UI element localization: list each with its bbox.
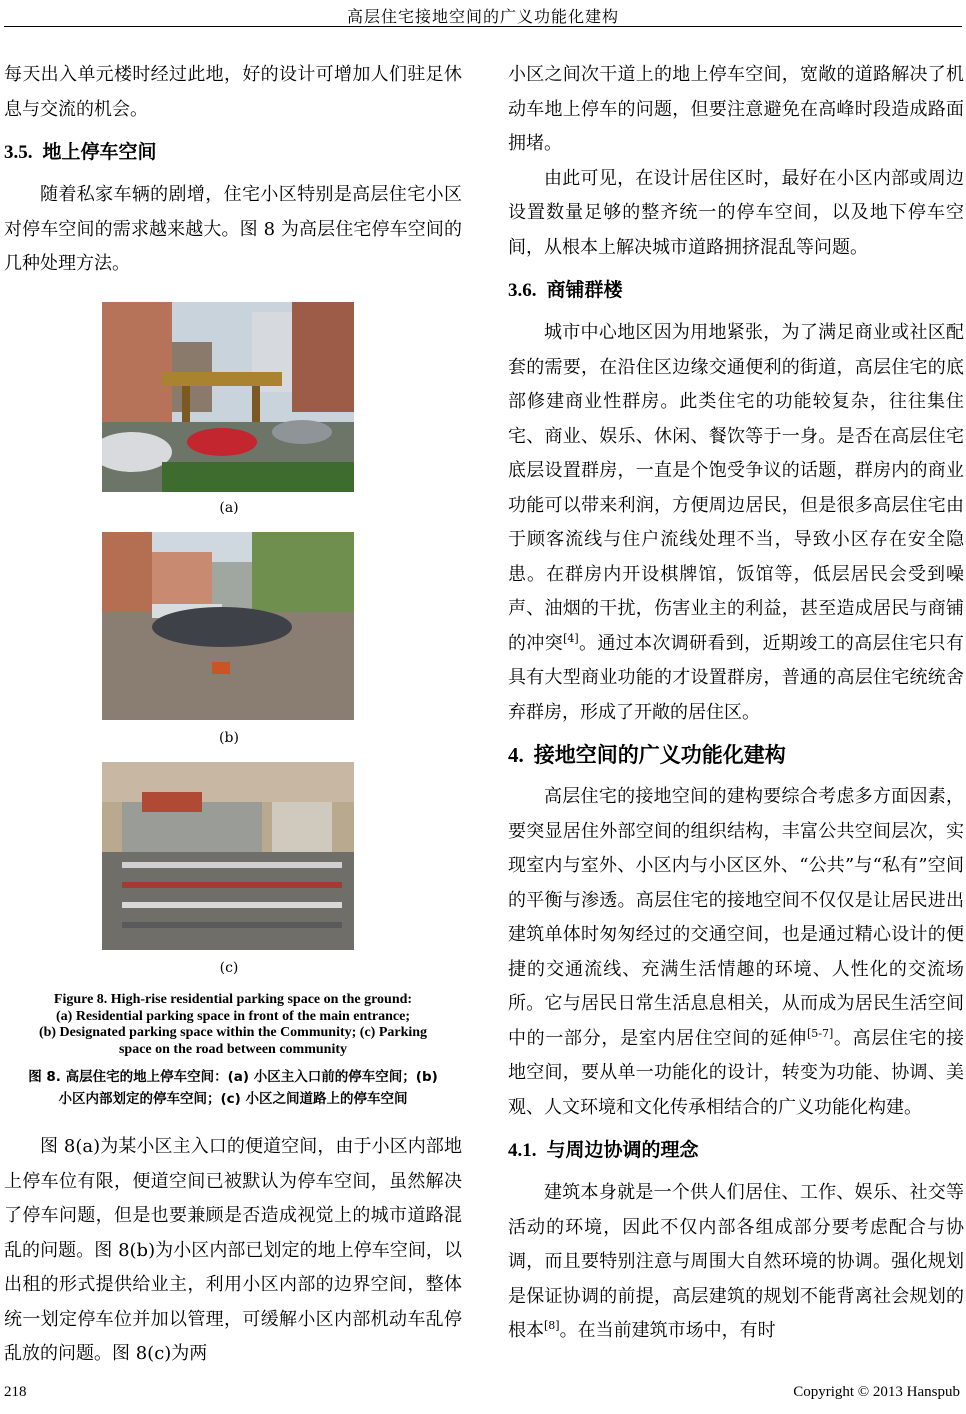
paragraph-4 — [508, 780, 964, 1125]
section-number: 3.5. — [4, 142, 33, 163]
figure-caption-zh-line: 图 8. 高层住宅的地上停车空间：(a) 小区主入口前的停车空间；(b) — [28, 1069, 438, 1085]
figure-8c-label: (c) — [219, 960, 239, 976]
figure-8b-label: (b) — [219, 730, 239, 746]
paragraph-4-1 — [508, 1176, 964, 1349]
figure-8b-photo — [102, 532, 354, 720]
figure-caption-en-line: Figure 8. High-rise residential parking space on the ground: — [53, 992, 413, 1007]
section-heading-3-6 — [508, 275, 964, 306]
copyright-notice: Copyright © 2013 Hanspub — [793, 1384, 960, 1400]
paragraph-continued: 每天出入单元楼时经过此地，好的设计可增加人们驻足休息与交流的机会。 — [4, 64, 462, 120]
section-title: 商铺群楼 — [546, 279, 623, 301]
figure-caption-zh — [4, 1066, 462, 1110]
paragraph-parking-conclusion: 由此可见，在设计居住区时，最好在小区内部或周边设置数量足够的整齐统一的停车空间，以及地下停车空间，从根本上解决城市道路拥挤混乱等问题。 — [508, 167, 964, 258]
paragraph-figure-discussion: 图 8(a)为某小区主入口的便道空间，由于小区内部地上停车位有限，便道空间已被默认为停车空间，虽然解决了停车问题，但是也要兼顾是否造成视觉上的城市道路混乱的问题。图 8(b)为小区内部已划定的地上停车空间，以出租的形式提供给业主，利用小区内部的边界空间，整体统一划定停车位并加以管理，可缓解小区内部机动车乱停乱放的问题。图 8(c)为两 — [4, 1136, 462, 1364]
paragraph-text: 。通过本次调研看到，近期竣工的高层住宅只有具有大型商业功能的才设置群房，普通的高层住宅统统舍弃群房，形成了开敞的居住区。 — [508, 632, 965, 723]
paragraph-text: 。在当前建筑市场中，有时 — [559, 1320, 776, 1341]
section-title: 地上停车空间 — [42, 141, 157, 163]
section-number: 4. — [508, 743, 524, 767]
header-rule — [4, 26, 962, 27]
paragraph-text: 高层住宅的接地空间的建构要综合考虑多方面因素，要突显居住外部空间的组织结构，丰富公共空间层次，实现室内与室外、小区内与小区区外、“公共”与“私有”空间的平衡与渗透。高层住宅的接地空间不仅仅是让居民进出建筑单体时匆匆经过的交通空间，也是通过精心设计的便捷的交通流线、充满生活情趣的环境、人性化的交流场所。它与居民日常生活息息相关，从而成为居民生活空间中的一部分，是室内居住空间的延伸 — [508, 786, 964, 1049]
paragraph-3-6 — [508, 316, 964, 730]
section-number: 3.6. — [508, 280, 537, 301]
figure-caption-en-line: (a) Residential parking space in front of the main entrance; — [56, 1008, 410, 1024]
page-number: 218 — [4, 1384, 27, 1400]
figure-8a-photo — [102, 302, 354, 492]
figure-caption-en-line: (b) Designated parking space within the Community; (c) Parking — [38, 1025, 428, 1040]
section-heading-4 — [508, 740, 964, 770]
section-number: 4.1. — [508, 1140, 537, 1161]
figure-caption-en-line: space on the road between community — [118, 1041, 347, 1057]
right-column — [508, 58, 964, 1349]
citation-ref: [4] — [563, 631, 579, 645]
left-column-lower — [4, 1130, 462, 1372]
figure-8a-label: (a) — [219, 500, 239, 516]
left-column — [4, 58, 462, 282]
figure-caption-zh-line: 小区内部划定的停车空间；(c) 小区之间道路上的停车空间 — [58, 1091, 408, 1107]
section-title: 接地空间的广义功能化建构 — [533, 743, 786, 767]
paragraph-continued-right: 小区之间次干道上的地上停车空间，宽敞的道路解决了机动车地上停车的问题，但要注意避免在高峰时段造成路面拥堵。 — [508, 64, 964, 154]
citation-ref: [5-7] — [806, 1026, 834, 1040]
running-head: 高层住宅接地空间的广义功能化建构 — [346, 7, 619, 26]
figure-8c-photo — [102, 762, 354, 950]
citation-ref: [8] — [544, 1319, 560, 1332]
paragraph-text: 城市中心地区因为用地紧张，为了满足商业或社区配套的需要，在沿住区边缘交通便利的街道，高层住宅的底部修建商业性群房。此类住宅的功能较复杂，往往集住宅、商业、娱乐、休闲、餐饮等于一身。是否在高层住宅底层设置群房，一直是个饱受争议的话题，群房内的商业功能可以带来利润，方便周边居民，但是很多高层住宅由于顾客流线与住户流线处理不当，导致小区存在安全隐患。在群房内开设棋牌馆，饭馆等，低层居民会受到噪声、油烟的干扰，伤害业主的利益，甚至造成居民与商铺的冲突 — [508, 322, 964, 654]
section-title: 与周边协调的理念 — [546, 1139, 699, 1161]
figure-caption-en — [4, 992, 462, 1058]
section-heading-3-5 — [4, 137, 462, 168]
paragraph-text: 建筑本身就是一个供人们居住、工作、娱乐、社交等活动的环境，因此不仅内部各组成部分要考虑配合与协调，而且要特别注意与周围大自然环境的协调。强化规划是保证协调的前提，高层建筑的规划不能背离社会规划的根本 — [508, 1182, 964, 1341]
paragraph-3-5: 随着私家车辆的剧增，住宅小区特别是高层住宅小区对停车空间的需求越来越大。图 8 为高层住宅停车空间的几种处理方法。 — [4, 184, 462, 274]
paragraph-text: 。高层住宅的接地空间，要从单一功能化的设计，转变为功能、协调、美观、人文环境和文化传承相结合的广义功能化构建。 — [508, 1027, 965, 1118]
section-heading-4-1 — [508, 1135, 964, 1166]
